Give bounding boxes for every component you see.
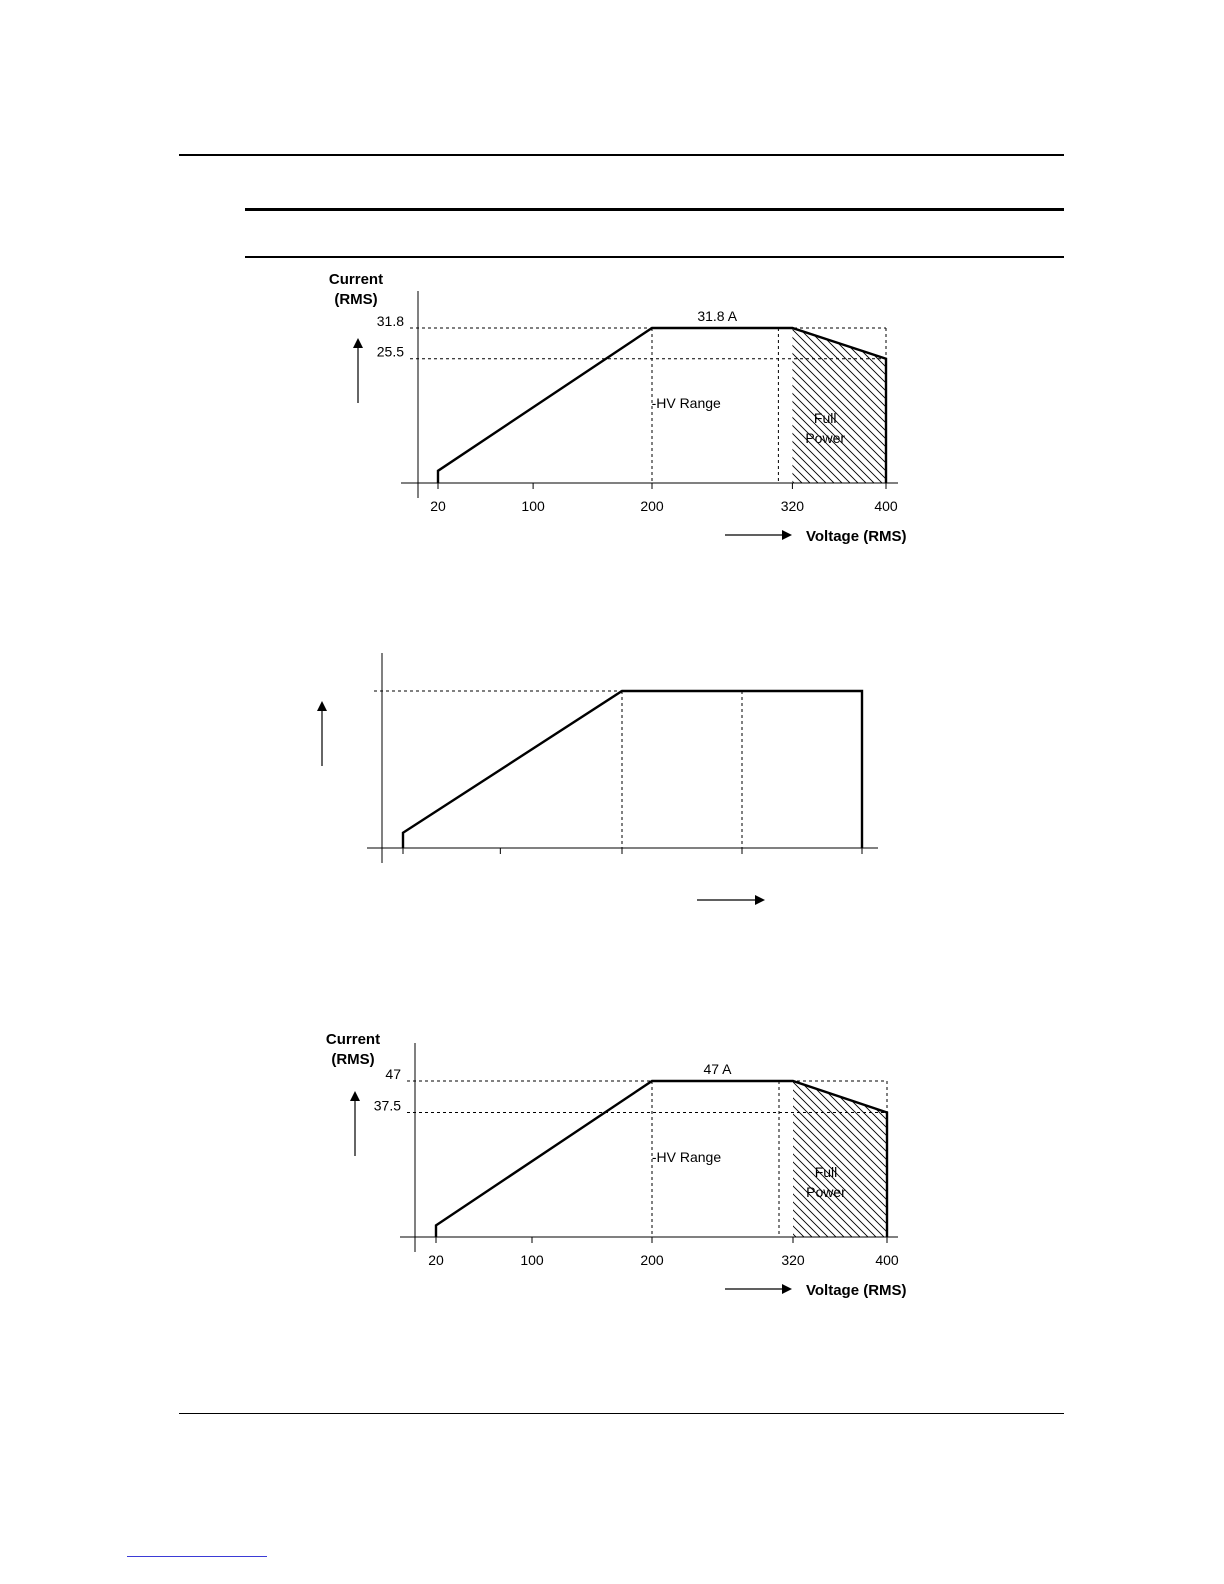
x-arrow-head (782, 530, 792, 540)
y-arrow-head (350, 1091, 360, 1101)
y-tick-label: 25.5 (376, 343, 404, 360)
header-rule (179, 154, 1064, 156)
x-axis-label: Voltage (RMS) (806, 528, 907, 545)
y-tick-label: 31.8 (376, 313, 404, 329)
y-tick-label: 37.5 (373, 1097, 401, 1114)
x-tick-label: 200 (640, 1252, 664, 1268)
full-power-annotation: Full (813, 410, 837, 426)
x-tick-label: 200 (640, 498, 664, 514)
x-tick-label: 320 (781, 1252, 805, 1268)
x-tick-label: 400 (875, 1252, 899, 1268)
series-line (403, 691, 862, 848)
full-power-annotation: Power (805, 430, 846, 446)
x-arrow-head (782, 1284, 792, 1294)
x-tick-label: 100 (520, 1252, 544, 1268)
max-current-annotation: 47 A (703, 1061, 732, 1077)
footer-rule (179, 1413, 1064, 1414)
y-axis-label: (RMS) (334, 291, 378, 308)
x-tick-label: 320 (780, 498, 805, 514)
y-arrow-head (353, 338, 363, 348)
full-power-annotation: Power (806, 1184, 846, 1200)
section-rule-bottom (245, 256, 1064, 258)
hv-range-annotation: -HV Range (651, 1149, 722, 1165)
x-tick-label: 400 (874, 498, 898, 514)
x-tick-label: 100 (521, 498, 545, 514)
max-current-annotation: 31.8 A (697, 308, 738, 324)
chart-2 (0, 645, 1224, 925)
y-axis-label: Current (328, 271, 384, 288)
footer-link-underline[interactable] (127, 1556, 267, 1557)
y-axis-label: Current (325, 1031, 381, 1048)
full-power-annotation: Full (814, 1164, 838, 1180)
x-arrow-head (755, 895, 765, 905)
x-axis-label: Voltage (RMS) (806, 1282, 907, 1299)
chart-3 (0, 1025, 1224, 1325)
hatched-region (793, 1081, 887, 1237)
x-tick-label: 20 (428, 1252, 444, 1268)
x-tick-label: 20 (430, 498, 446, 514)
y-tick-label: 47 (385, 1066, 401, 1082)
section-rule-top (245, 208, 1064, 211)
hv-range-annotation: -HV Range (651, 395, 721, 411)
hatched-region (792, 328, 886, 483)
chart-1 (0, 265, 1224, 565)
y-axis-label: (RMS) (331, 1051, 375, 1068)
y-arrow-head (317, 701, 327, 711)
